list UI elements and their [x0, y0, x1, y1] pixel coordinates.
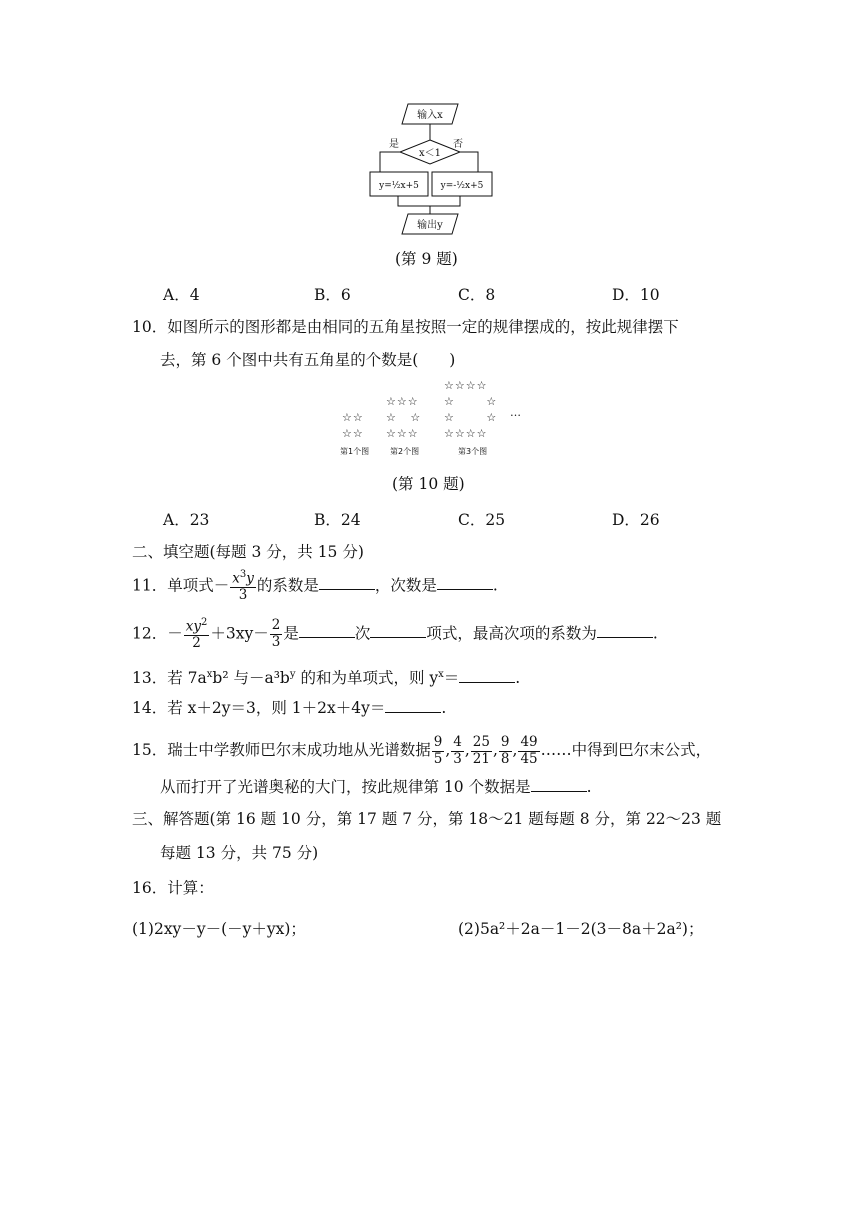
q12-blank-3[interactable] [597, 623, 653, 638]
q13: 13．若 $7a^xb^2$ 与$-a^3b^y$ 的和为单项式，则 $y^x=$ . [132, 669, 521, 688]
q15-end: . [586, 778, 592, 796]
section3-line2: 每题 13 分，共 75 分) [160, 844, 319, 862]
q11-suffix: 的系数是 [256, 576, 319, 595]
q11-blank-2[interactable] [437, 575, 493, 590]
q10-caption: (第 10 题) [392, 475, 465, 493]
star-group-3: ☆☆☆☆ ☆ ☆ ☆ ☆ ☆☆☆☆ [444, 379, 498, 440]
q13-blank[interactable] [459, 668, 515, 683]
q12-mid1: ＋3xy－ [210, 624, 269, 643]
flowchart-left-label: y=½x+5 [379, 181, 419, 191]
q13-text-c: 的和为单项式，则 y [295, 669, 439, 688]
flowchart-input-label: 输入x [417, 110, 443, 121]
q11-fraction: $\frac{x^3y}{3}$ [232, 569, 254, 603]
fig-label-2: 第2个图 [390, 447, 420, 456]
q12-xiang: 项式，最高次项的系数为 [426, 624, 597, 643]
q11-prefix: 11．单项式－ [132, 576, 230, 595]
q9-option-b[interactable]: B．6 [314, 286, 351, 304]
q12-prefix: 12．－ [132, 624, 183, 643]
q10-option-d[interactable]: D．26 [612, 511, 660, 529]
q12-fraction-1: $\frac{xy^2}{2}$ [185, 617, 208, 651]
q12-fraction-2: $\frac{2}{3}$ [271, 617, 281, 650]
q12-mid2: 是 [283, 624, 299, 643]
flowchart-no-label: 否 [453, 139, 463, 150]
q10-option-c[interactable]: C．25 [458, 511, 506, 529]
star-group-1: ☆☆ ☆☆ [342, 411, 364, 440]
q13-text-a: 13．若 7a [132, 669, 207, 688]
section2-heading: 二、填空题(每题 3 分，共 15 分) [132, 543, 364, 561]
flowchart-condition-label: x＜1 [418, 148, 442, 159]
q13-text-d: ＝ [443, 669, 460, 688]
q10-line1: 10．如图所示的图形都是由相同的五角星按照一定的规律摆成的，按此规律摆下 [132, 318, 679, 336]
q9-option-a[interactable]: A．4 [163, 286, 200, 304]
q11-end: . [492, 576, 498, 595]
flowchart-output-label: 输出y [417, 220, 443, 231]
q15-blank[interactable] [531, 777, 587, 792]
q12-end: . [652, 624, 658, 643]
flowchart-yes-label: 是 [389, 139, 399, 150]
q11-blank-1[interactable] [319, 575, 375, 590]
star-group-2: ☆☆☆ ☆ ☆ ☆☆☆ [386, 395, 422, 440]
q16-title: 16．计算： [132, 879, 214, 897]
flowchart-figure [360, 100, 500, 240]
star-ellipsis: … [510, 406, 521, 419]
fig-label-3: 第3个图 [458, 447, 488, 456]
star-figure [338, 378, 528, 458]
section3-line1: 三、解答题(第 16 题 10 分，第 17 题 7 分，第 18～21 题每题 8 分，第 22～23 题 [132, 810, 722, 828]
fig-label-1: 第1个图 [340, 447, 370, 456]
q10-option-a[interactable]: A．23 [163, 511, 210, 529]
q12-blank-1[interactable] [299, 623, 355, 638]
q12 [132, 618, 658, 651]
q15-line2 [160, 776, 592, 798]
flowchart-right-label: y=-½x+5 [440, 181, 484, 191]
q14-blank[interactable] [385, 698, 441, 713]
q16-part2: (2)5a²＋2a－1－2(3－8a＋2a²)； [458, 920, 704, 938]
q15-text-a: 15．瑞士中学教师巴尔末成功地从光谱数据 [132, 741, 431, 759]
q11-mid: ，次数是 [374, 576, 437, 595]
q14-end: . [441, 699, 447, 717]
q9-option-c[interactable]: C．8 [458, 286, 496, 304]
q14-text: 14．若 x＋2y＝3，则 1＋2x＋4y＝ [132, 699, 386, 717]
q15-text-c: 从而打开了光谱奥秘的大门，按此规律第 10 个数据是 [160, 778, 531, 796]
q14 [132, 697, 446, 719]
q11 [132, 570, 498, 603]
q10-option-b[interactable]: B．24 [314, 511, 361, 529]
q15-line1: 15．瑞士中学教师巴尔末成功地从光谱数据 $\frac{9}{5}$ , $\frac{4}{3}$ , $\frac{25}{21}$ , $\frac{9}{8}$ , $\frac{49}{45}$ ……中得到巴尔末公式， [132, 734, 712, 767]
q12-blank-2[interactable] [370, 623, 426, 638]
q15-text-b: ……中得到巴尔末公式， [540, 741, 712, 759]
q13-text-b: b² 与－a³b [212, 669, 290, 688]
q12-ci: 次 [354, 624, 371, 643]
q13-end: . [515, 669, 521, 688]
q9-option-d[interactable]: D．10 [612, 286, 660, 304]
q9-caption: (第 9 题) [395, 250, 458, 268]
q10-line2: 去，第 6 个图中共有五角星的个数是( ) [160, 351, 456, 369]
q16-part1: (1)2xy－y－(－y＋yx)； [132, 920, 306, 938]
